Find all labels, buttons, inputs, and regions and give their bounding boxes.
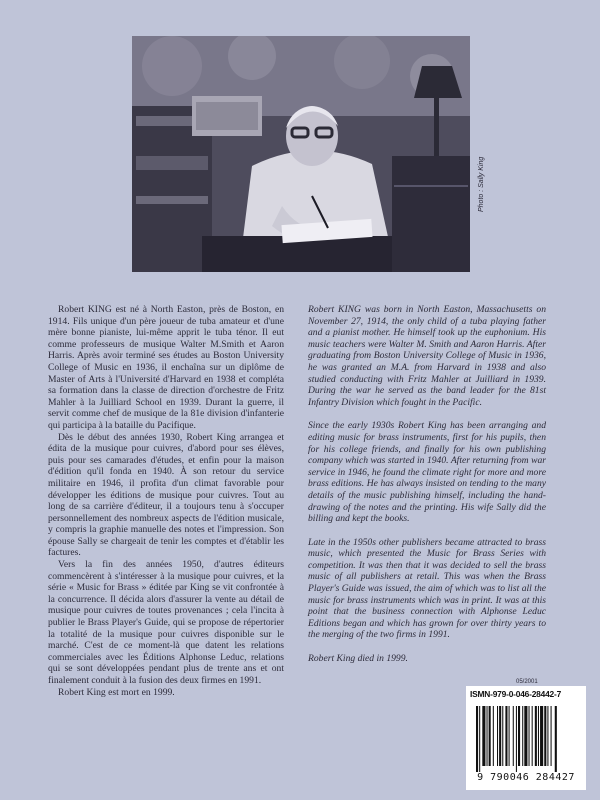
french-paragraph-4: Robert King est mort en 1999. xyxy=(58,686,175,698)
portrait-photo xyxy=(132,36,470,272)
french-paragraph-3: Vers la fin des années 1950, d'autres éditeurs commencèrent à s'intéresser à la musique pour cuivres, et la série « Music for Brass » éditée par King se vit confrontée à la concurrence. Il décida alors d'assurer la vente au détail de musique pour cuivres de toutes provenances ; cela l'incita à publier le Brass Player's Guide, qui se propose de répertorier la totalité de la musique pour cuivres disponible sur le marché. C'est de ce moment-là que datent les relations commerciales avec les Éditions Alphonse Leduc, relations qui se sont développées pendant plus de trente ans et ont finalement conduit à la fusion des deux firmes en 1991. xyxy=(48,559,284,686)
french-paragraph-2: Dès le début des années 1930, Robert King arrangea et édita de la musique pour cuivres, d'abord pour ses élèves, puis pour ses camarades d'études, et enfin pour la maison d'édition qu'il fonda en 1940. À son retour du service militaire en 1946, il profita d'un climat favorable pour développer les éditions de musique pour cuivres. Tout au long de sa carrière d'éditeur, il a toujours tenu à s'occuper personnellement des nombreux aspects de l'édition musicale, y compris la graphie manuelle des notes et l'impression. Son épouse Sally se chargeait de tenir les comptes et d'établir les factures. xyxy=(48,431,284,559)
photo-credit: Photo : Sally King xyxy=(478,156,485,212)
english-paragraph-1: Robert KING was born in North Easton, Massachusetts on November 27, 1914, the only child of a tuba playing father and a pianist mother. He himself took up the euphonium. His music teachers were Walter M. Smith and Aaron Harris. After graduating from Boston University College of Music in 1936, he was granted an M.A. from Harvard in 1938 and also studied conducting with Fritz Mahler at Juilliard in 1939. During the war he served as the band leader for the 81st Infantry Division which fought in the Pacific. xyxy=(308,304,546,408)
barcode-digits: 9 790046 284427 xyxy=(477,772,575,783)
english-column xyxy=(308,304,546,677)
english-paragraph-4: Robert King died in 1999. xyxy=(308,653,408,665)
barcode-bars xyxy=(476,706,576,772)
english-paragraph-3: Late in the 1950s other publishers became attracted to brass music, which presented the Music for Brass Series with competition. It was then that it was decided to sell the brass music of all publishers at retail. This was when the Brass Player's Guide was issued, the aim of which was to list all the music for brass instruments which was in print. It was at this point that the business connection with Alphonse Leduc Editions began and which has grown for over thirty years to the merging of the two firms in 1991. xyxy=(308,536,546,641)
print-date: 05/2001 xyxy=(516,679,538,685)
french-column xyxy=(48,304,284,698)
french-paragraph-1: Robert KING est né à North Easton, près de Boston, en 1914. Fils unique d'un père joueur de tuba amateur et d'une mère bonne pianiste, lui-même apprit le tuba ténor. Il eut comme professeurs de musique Walter M.Smith et Aaron Harris. Après avoir terminé ses études au Boston University College of Music en 1936, il enchaîna sur un diplôme de Master of Arts à l'Université d'Harvard en 1938 et compléta sa formation dans la classe de direction d'orchestre de Fritz Mahler à la Juilliard School en 1939. Durant la guerre, il servit comme chef de musique de la 81e division d'infanterie qui participa à la bataille du Pacifique. xyxy=(48,304,284,431)
english-paragraph-2: Since the early 1930s Robert King has been arranging and editing music for brass instruments, first for his pupils, then for his college friends, and finally for his own publishing company which was started in 1940. After returning from war service in 1946, he found the climate right for more and more brass editions. He has always insisted on tending to the many details of the music publishing himself, including the hand-drawing of the notes and the printing. His wife Sally did the billing and kept the books. xyxy=(308,420,546,525)
photo-illustration xyxy=(132,36,470,272)
barcode xyxy=(466,686,586,790)
ismn-label: ISMN-979-0-046-28442-7 xyxy=(470,689,562,699)
